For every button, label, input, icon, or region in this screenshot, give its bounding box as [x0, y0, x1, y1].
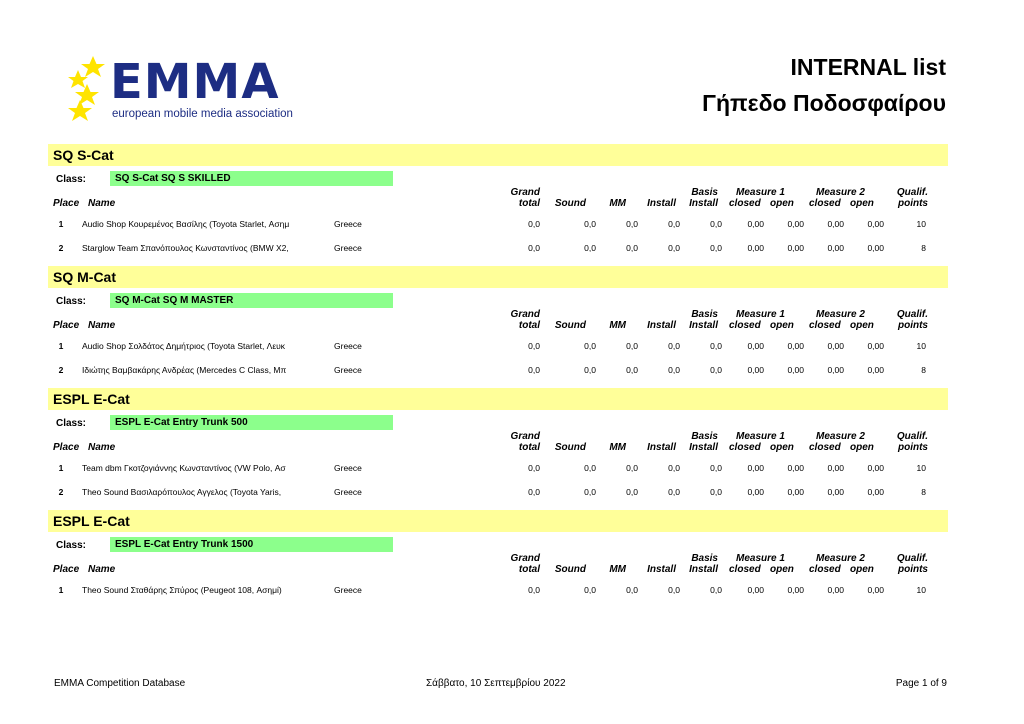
m2-open-cell: 0,00 — [867, 585, 884, 595]
m1-closed-cell: 0,00 — [747, 341, 764, 351]
country-cell: Greece — [334, 365, 362, 375]
qualif-header-2: points — [898, 320, 928, 331]
grand-cell: 0,0 — [528, 365, 540, 375]
grand-header: Grand — [510, 309, 540, 320]
grand-header-2: total — [518, 198, 540, 209]
basis-cell: 0,0 — [710, 219, 722, 229]
basis-cell: 0,0 — [710, 487, 722, 497]
column-header — [48, 303, 948, 333]
measure1-closed-header: closed — [729, 320, 761, 331]
basis-cell: 0,0 — [710, 341, 722, 351]
name-cell: Theo Sound Σταθάρης Σπύρος (Peugeot 108, Ασημί) — [82, 585, 282, 595]
sound-header: Sound — [554, 198, 586, 209]
mm-cell: 0,0 — [626, 341, 638, 351]
points-cell: 10 — [916, 585, 926, 595]
m2-open-cell: 0,00 — [867, 487, 884, 497]
basis-header: Basis — [691, 309, 718, 320]
m1-open-cell: 0,00 — [787, 219, 804, 229]
sound-header: Sound — [554, 442, 586, 453]
measure1-open-header: open — [770, 198, 794, 209]
country-cell: Greece — [334, 341, 362, 351]
measure2-open-header: open — [850, 564, 874, 575]
name-header: Name — [88, 564, 116, 575]
m1-closed-cell: 0,00 — [747, 463, 764, 473]
mm-cell: 0,0 — [626, 487, 638, 497]
m1-open-cell: 0,00 — [787, 365, 804, 375]
basis-cell: 0,0 — [710, 243, 722, 253]
footer-source: EMMA Competition Database — [54, 678, 186, 689]
install-cell: 0,0 — [668, 243, 680, 253]
grand-header: Grand — [510, 187, 540, 198]
qualif-header-2: points — [898, 442, 928, 453]
name-header: Name — [88, 442, 116, 453]
measure2-open-header: open — [850, 442, 874, 453]
basis-header-2: Install — [689, 442, 718, 453]
logo-wordmark: EMMA — [110, 54, 280, 110]
name-cell: Audio Shop Κουρεμένος Βασίλης (Toyota Starlet, Ασημ — [82, 219, 290, 229]
class-label: Class: — [56, 296, 87, 307]
qualif-header-2: points — [898, 564, 928, 575]
page-title: INTERNAL list — [790, 54, 946, 80]
table-row — [48, 577, 948, 601]
points-cell: 8 — [921, 243, 926, 253]
measure1-header: Measure 1 — [736, 309, 785, 320]
m2-closed-cell: 0,00 — [827, 219, 844, 229]
measure2-header: Measure 2 — [816, 309, 865, 320]
country-cell: Greece — [334, 585, 362, 595]
category-section — [48, 510, 948, 601]
m2-open-cell: 0,00 — [867, 341, 884, 351]
m1-closed-cell: 0,00 — [747, 219, 764, 229]
basis-header-2: Install — [689, 320, 718, 331]
class-label: Class: — [56, 418, 87, 429]
page-subtitle: Γήπεδο Ποδοσφαίρου — [702, 90, 946, 116]
basis-cell: 0,0 — [710, 365, 722, 375]
measure1-header: Measure 1 — [736, 553, 785, 564]
table-row — [48, 333, 948, 357]
basis-header-2: Install — [689, 198, 718, 209]
m1-open-cell: 0,00 — [787, 243, 804, 253]
logo-tagline: european mobile media association — [112, 108, 293, 120]
class-label: Class: — [56, 174, 87, 185]
qualif-header: Qualif. — [896, 553, 928, 564]
category-section — [48, 388, 948, 503]
measure1-header: Measure 1 — [736, 187, 785, 198]
basis-header-2: Install — [689, 564, 718, 575]
points-cell: 8 — [921, 487, 926, 497]
measure1-open-header: open — [770, 442, 794, 453]
m2-closed-cell: 0,00 — [827, 341, 844, 351]
name-cell: Audio Shop Σολδάτος Δημήτριος (Toyota Starlet, Λευκ — [82, 341, 286, 351]
name-cell: Theo Sound Βασιλαρόπουλος Αγγελος (Toyota Yaris, — [82, 487, 282, 497]
emma-logo — [60, 52, 330, 130]
install-header: Install — [647, 564, 676, 575]
grand-header: Grand — [510, 431, 540, 442]
measure2-header: Measure 2 — [816, 431, 865, 442]
grand-cell: 0,0 — [528, 487, 540, 497]
grand-cell: 0,0 — [528, 219, 540, 229]
footer-page-number: Page 1 of 9 — [895, 678, 947, 689]
m2-closed-cell: 0,00 — [827, 463, 844, 473]
mm-cell: 0,0 — [626, 219, 638, 229]
grand-cell: 0,0 — [528, 585, 540, 595]
measure1-closed-header: closed — [729, 198, 761, 209]
m2-closed-cell: 0,00 — [827, 585, 844, 595]
m2-open-cell: 0,00 — [867, 365, 884, 375]
table-row — [48, 479, 948, 503]
sound-header: Sound — [554, 564, 586, 575]
mm-cell: 0,0 — [626, 585, 638, 595]
points-cell: 10 — [916, 219, 926, 229]
sound-cell: 0,0 — [584, 585, 596, 595]
measure2-closed-header: closed — [809, 320, 841, 331]
grand-cell: 0,0 — [528, 341, 540, 351]
basis-cell: 0,0 — [710, 585, 722, 595]
table-row — [48, 211, 948, 235]
place-cell: 1 — [58, 463, 64, 473]
install-header: Install — [647, 320, 676, 331]
country-cell: Greece — [334, 487, 362, 497]
mm-cell: 0,0 — [626, 243, 638, 253]
measure2-closed-header: closed — [809, 564, 841, 575]
sound-cell: 0,0 — [584, 463, 596, 473]
mm-header: MM — [609, 442, 626, 453]
measure2-open-header: open — [850, 198, 874, 209]
measure2-open-header: open — [850, 320, 874, 331]
class-name: ESPL E-Cat Entry Trunk 1500 — [110, 537, 393, 552]
table-row — [48, 235, 948, 259]
place-cell: 1 — [58, 219, 64, 229]
m1-open-cell: 0,00 — [787, 341, 804, 351]
category-title: SQ M-Cat — [48, 266, 948, 288]
measure2-header: Measure 2 — [816, 187, 865, 198]
place-cell: 1 — [58, 341, 64, 351]
install-cell: 0,0 — [668, 585, 680, 595]
sound-cell: 0,0 — [584, 243, 596, 253]
place-header: Place — [53, 320, 80, 331]
mm-header: MM — [609, 198, 626, 209]
mm-cell: 0,0 — [626, 365, 638, 375]
category-title: ESPL E-Cat — [48, 510, 948, 532]
category-section — [48, 266, 948, 381]
place-header: Place — [53, 198, 80, 209]
mm-header: MM — [609, 564, 626, 575]
qualif-header: Qualif. — [896, 309, 928, 320]
m2-open-cell: 0,00 — [867, 219, 884, 229]
category-title: ESPL E-Cat — [48, 388, 948, 410]
place-cell: 2 — [58, 365, 64, 375]
sound-cell: 0,0 — [584, 219, 596, 229]
category-section — [48, 144, 948, 259]
country-cell: Greece — [334, 463, 362, 473]
points-cell: 10 — [916, 463, 926, 473]
sound-cell: 0,0 — [584, 487, 596, 497]
install-cell: 0,0 — [668, 487, 680, 497]
grand-header-2: total — [518, 564, 540, 575]
footer-date: Σάββατο, 10 Σεπτεμβρίου 2022 — [426, 678, 566, 689]
name-cell: Team dbm Γκοτζογιάννης Κωνσταντίνος (VW Polo, Ασ — [82, 463, 286, 473]
basis-header: Basis — [691, 431, 718, 442]
basis-header: Basis — [691, 187, 718, 198]
class-name: ESPL E-Cat Entry Trunk 500 — [110, 415, 393, 430]
install-cell: 0,0 — [668, 365, 680, 375]
mm-cell: 0,0 — [626, 463, 638, 473]
measure2-header: Measure 2 — [816, 553, 865, 564]
sound-header: Sound — [554, 320, 586, 331]
m2-open-cell: 0,00 — [867, 463, 884, 473]
grand-cell: 0,0 — [528, 463, 540, 473]
m1-closed-cell: 0,00 — [747, 365, 764, 375]
qualif-header-2: points — [898, 198, 928, 209]
grand-header: Grand — [510, 553, 540, 564]
install-cell: 0,0 — [668, 463, 680, 473]
column-header — [48, 547, 948, 577]
grand-header-2: total — [518, 320, 540, 331]
name-cell: Ιδιώτης Βαμβακάρης Ανδρέας (Mercedes C Class, Μπ — [82, 365, 287, 375]
place-header: Place — [53, 564, 80, 575]
name-header: Name — [88, 320, 116, 331]
measure2-closed-header: closed — [809, 442, 841, 453]
sound-cell: 0,0 — [584, 365, 596, 375]
measure1-open-header: open — [770, 564, 794, 575]
install-header: Install — [647, 198, 676, 209]
m1-open-cell: 0,00 — [787, 487, 804, 497]
country-cell: Greece — [334, 243, 362, 253]
install-cell: 0,0 — [668, 341, 680, 351]
name-cell: Starglow Team Σπανόπουλος Κωνσταντίνος (BMW X2, — [82, 243, 289, 253]
class-label: Class: — [56, 540, 87, 551]
m2-open-cell: 0,00 — [867, 243, 884, 253]
mm-header: MM — [609, 320, 626, 331]
m1-open-cell: 0,00 — [787, 463, 804, 473]
install-cell: 0,0 — [668, 219, 680, 229]
column-header — [48, 425, 948, 455]
table-row — [48, 455, 948, 479]
grand-header-2: total — [518, 442, 540, 453]
place-cell: 1 — [58, 585, 64, 595]
measure1-closed-header: closed — [729, 442, 761, 453]
category-title: SQ S-Cat — [48, 144, 948, 166]
column-header — [48, 181, 948, 211]
qualif-header: Qualif. — [896, 431, 928, 442]
measure1-closed-header: closed — [729, 564, 761, 575]
install-header: Install — [647, 442, 676, 453]
grand-cell: 0,0 — [528, 243, 540, 253]
place-header: Place — [53, 442, 80, 453]
points-cell: 8 — [921, 365, 926, 375]
measure1-header: Measure 1 — [736, 431, 785, 442]
m2-closed-cell: 0,00 — [827, 243, 844, 253]
place-cell: 2 — [58, 487, 64, 497]
m1-closed-cell: 0,00 — [747, 487, 764, 497]
m2-closed-cell: 0,00 — [827, 365, 844, 375]
qualif-header: Qualif. — [896, 187, 928, 198]
m1-open-cell: 0,00 — [787, 585, 804, 595]
points-cell: 10 — [916, 341, 926, 351]
class-name: SQ S-Cat SQ S SKILLED — [110, 171, 393, 186]
m1-closed-cell: 0,00 — [747, 585, 764, 595]
m1-closed-cell: 0,00 — [747, 243, 764, 253]
country-cell: Greece — [334, 219, 362, 229]
measure2-closed-header: closed — [809, 198, 841, 209]
sound-cell: 0,0 — [584, 341, 596, 351]
measure1-open-header: open — [770, 320, 794, 331]
name-header: Name — [88, 198, 116, 209]
basis-header: Basis — [691, 553, 718, 564]
basis-cell: 0,0 — [710, 463, 722, 473]
m2-closed-cell: 0,00 — [827, 487, 844, 497]
class-name: SQ M-Cat SQ M MASTER — [110, 293, 393, 308]
place-cell: 2 — [58, 243, 64, 253]
table-row — [48, 357, 948, 381]
